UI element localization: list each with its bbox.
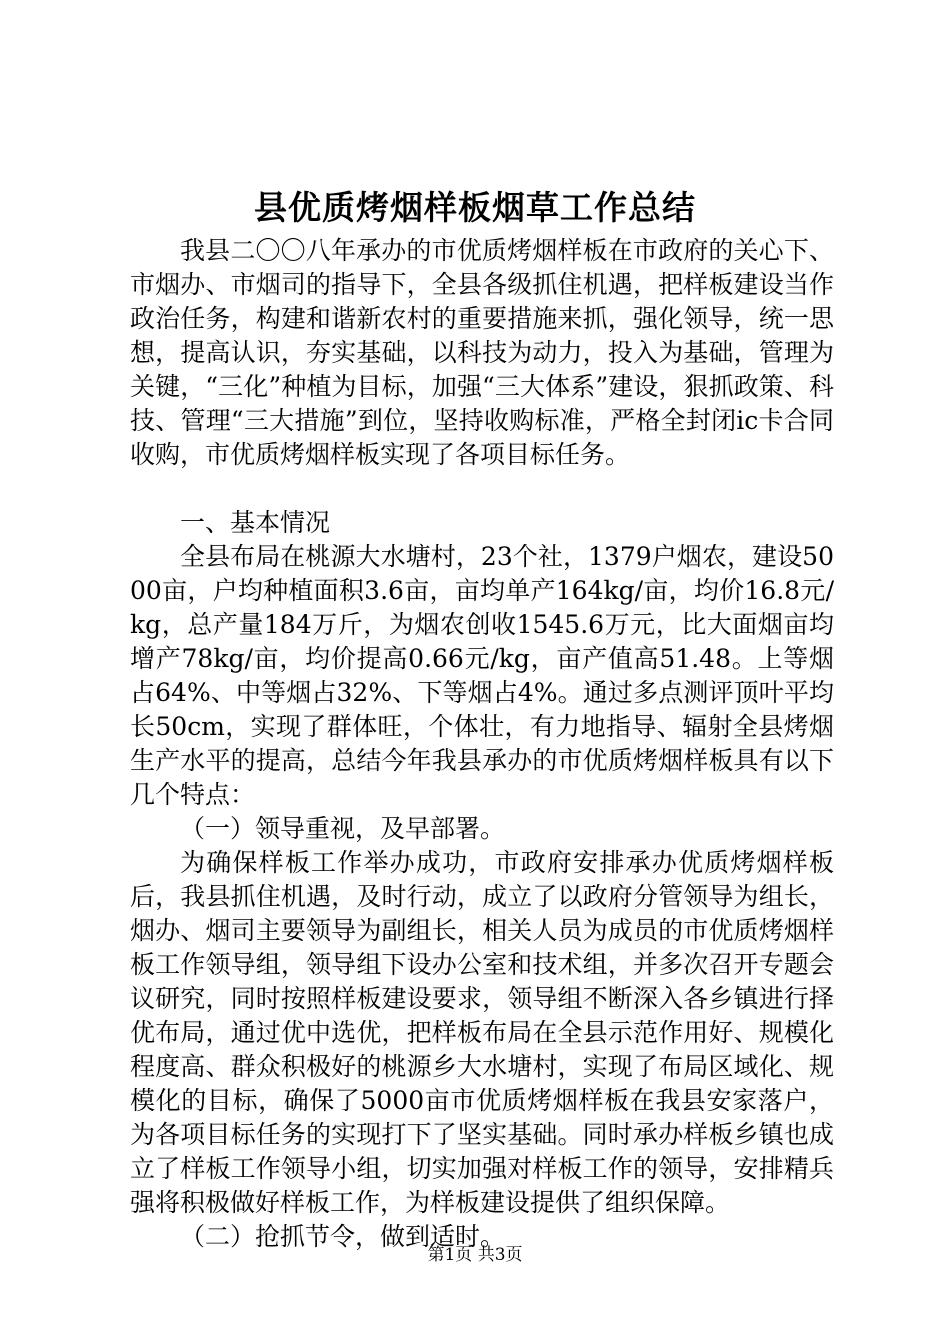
subheading-timing: （二）抢抓节令，做到适时。 xyxy=(180,1222,506,1251)
page-number-footer: 第1页 共3页 xyxy=(427,1245,523,1265)
subheading-leadership: （一）领导重视，及早部署。 xyxy=(180,814,506,843)
document-title: 县优质烤烟样板烟草工作总结 xyxy=(254,188,696,227)
intro-paragraph: 我县二〇〇八年承办的市优质烤烟样板在市政府的关心下、市烟办、市烟司的指导下，全县各级抓住机遇，把样板建设当作政治任务，构建和谐新农村的重要措施来抓，强化领导，统一思想，提高认识，夯实基础，以科技为动力，投入为基础，管理为关键，“三化”种植为目标，加强“三大体系”建设，狠抓政策、科技、管理“三大措施”到位，坚持收购标准，严格全封闭ic卡合同收购，市优质烤烟样板实现了各项目标任务。 xyxy=(130,236,834,469)
section-heading-basic-situation: 一、基本情况 xyxy=(180,508,331,537)
basic-situation-paragraph: 全县布局在桃源大水塘村，23个社，1379户烟农，建设5000亩，户均种植面积3.6亩，亩均单产164kg/亩，均价16.8元/kg，总产量184万斤，为烟农创收1545.6万元，比大面烟亩均增产78kg/亩，均价提高0.66元/kg，亩产值高51.48。上等烟占64%、中等烟占32%、下等烟占4%。通过多点测评顶叶平均长50cm，实现了群体旺，个体壮，有力地指导、辐射全县烤烟生产水平的提高，总结今年我县承办的市优质烤烟样板具有以下几个特点： xyxy=(130,542,834,809)
document-body xyxy=(130,234,834,1254)
leadership-paragraph: 为确保样板工作举办成功，市政府安排承办优质烤烟样板后，我县抓住机遇，及时行动，成立了以政府分管领导为组长，烟办、烟司主要领导为副组长，相关人员为成员的市优质烤烟样板工作领导组，领导组下设办公室和技术组，并多次召开专题会议研究，同时按照样板建设要求，领导组不断深入各乡镇进行择优布局，通过优中选优，把样板布局在全县示范作用好、规模化程度高、群众积极好的桃源乡大水塘村，实现了布局区域化、规模化的目标，确保了5000亩市优质烤烟样板在我县安家落户，为各项目标任务的实现打下了坚实基础。同时承办样板乡镇也成立了样板工作领导小组，切实加强对样板工作的领导，安排精兵强将积极做好样板工作，为样板建设提供了组织保障。 xyxy=(130,848,834,1217)
